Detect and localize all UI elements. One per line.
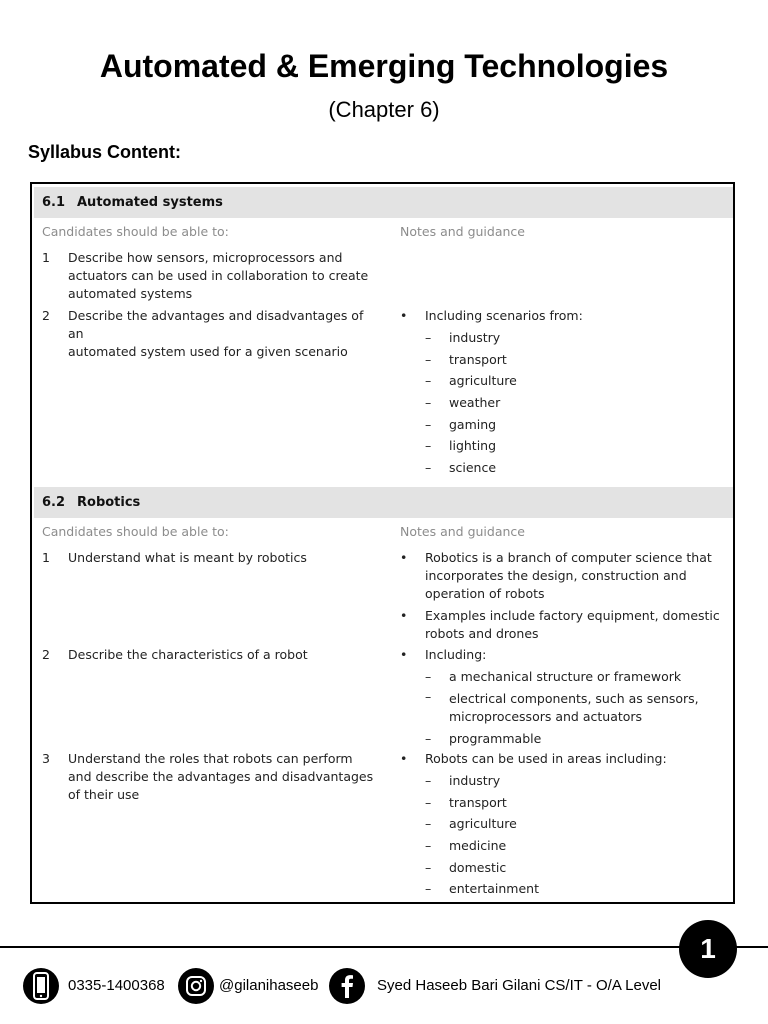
section-header-6-2 bbox=[34, 487, 733, 518]
item-number: 1 bbox=[42, 250, 50, 265]
dash-item: – entertainment bbox=[400, 878, 720, 900]
section-name: Automated systems bbox=[77, 195, 223, 210]
notes-header: Notes and guidance bbox=[400, 524, 525, 539]
item-text: automated system used for a given scenario bbox=[68, 344, 348, 359]
section-number: 6.1 bbox=[42, 195, 66, 210]
bullet-item: • Robotics is a branch of computer science that incorporates the design, construction and operation of robots bbox=[400, 549, 720, 603]
chapter-subtitle: (Chapter 6) bbox=[328, 97, 440, 122]
item-text: actuators can be used in collaboration to create bbox=[68, 268, 369, 283]
item-text: of their use bbox=[68, 787, 140, 802]
item-number: 1 bbox=[42, 550, 50, 565]
notes-header: Notes and guidance bbox=[400, 224, 525, 239]
dash-item: – domestic bbox=[400, 857, 720, 879]
page-number: 1 bbox=[679, 920, 737, 978]
candidates-header: Candidates should be able to: bbox=[42, 224, 229, 239]
item-text: Describe the advantages and disadvantages of an bbox=[68, 308, 364, 341]
dash-item: – industry bbox=[400, 327, 720, 349]
item-text: Describe how sensors, microprocessors and bbox=[68, 250, 343, 265]
phone-icon bbox=[23, 968, 59, 1004]
author-credit: Syed Haseeb Bari Gilani CS/IT - O/A Level bbox=[377, 977, 662, 994]
dash-item: – science bbox=[400, 457, 720, 479]
dash-item: – a mechanical structure or framework bbox=[400, 666, 720, 688]
section-header-6-1 bbox=[34, 187, 733, 218]
dash-item: – industry bbox=[400, 770, 720, 792]
bullet-item: • Robots can be used in areas including: bbox=[400, 750, 720, 768]
footer-divider bbox=[734, 946, 768, 948]
candidates-header: Candidates should be able to: bbox=[42, 524, 229, 539]
syllabus-table bbox=[30, 182, 735, 904]
page-title: Automated & Emerging Technologies bbox=[99, 48, 669, 84]
dash-item: – transport bbox=[400, 792, 720, 814]
dash-item: – lighting bbox=[400, 435, 720, 457]
notes-block bbox=[400, 307, 720, 479]
phone-number: 0335-1400368 bbox=[68, 977, 165, 994]
dash-item: – agriculture bbox=[400, 370, 720, 392]
instagram-handle: @gilanihaseeb bbox=[219, 977, 319, 994]
notes-block bbox=[400, 750, 720, 900]
footer-divider bbox=[0, 946, 680, 948]
item-text: Describe the characteristics of a robot bbox=[68, 647, 308, 662]
section-name: Robotics bbox=[77, 495, 141, 510]
dash-item: – transport bbox=[400, 349, 720, 371]
bullet-item: • Examples include factory equipment, domestic robots and drones bbox=[400, 607, 720, 643]
item-number: 2 bbox=[42, 308, 50, 323]
dash-item: – programmable bbox=[400, 728, 720, 750]
instagram-icon bbox=[178, 968, 214, 1004]
item-text: automated systems bbox=[68, 286, 193, 301]
footer bbox=[0, 965, 768, 1009]
item-text: Understand what is meant by robotics bbox=[68, 550, 307, 565]
notes-block bbox=[400, 549, 720, 643]
dash-item: – medicine bbox=[400, 835, 720, 857]
notes-block bbox=[400, 646, 720, 749]
bullet-item: • Including scenarios from: bbox=[400, 307, 720, 325]
dash-item: – agriculture bbox=[400, 813, 720, 835]
item-text: Understand the roles that robots can perform bbox=[68, 751, 353, 766]
item-number: 2 bbox=[42, 647, 50, 662]
section-number: 6.2 bbox=[42, 495, 66, 510]
bullet-item: • Including: bbox=[400, 646, 720, 664]
dash-item: – electrical components, such as sensors, microprocessors and actuators bbox=[400, 688, 720, 728]
item-text: and describe the advantages and disadvantages bbox=[68, 769, 374, 784]
item-number: 3 bbox=[42, 751, 50, 766]
facebook-icon bbox=[329, 968, 365, 1004]
syllabus-heading: Syllabus Content: bbox=[28, 142, 182, 162]
dash-item: – gaming bbox=[400, 414, 720, 436]
dash-item: – weather bbox=[400, 392, 720, 414]
